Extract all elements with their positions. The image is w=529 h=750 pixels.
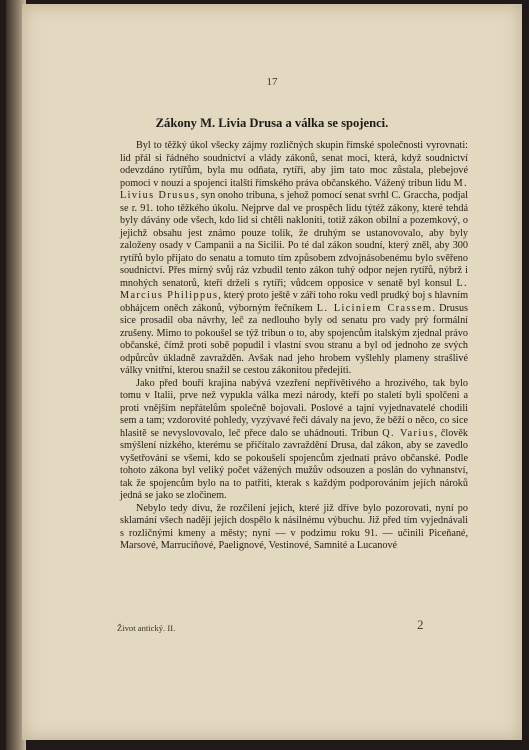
text-span: Nebylo tedy divu, že rozčilení jejich, které již dříve bylo pozorovati, nyní po sklamání všech nadějí jejich dospělo k násilnému výbuchu. Již před tím vyjednávali s rozličnými kmeny a městy; nyní — v podzimu roku 91. — učinili Piceňané, Marsové, Marruciňové, Paelignové, Vestinové, Samnité a Lucanové [120,502,468,551]
spaced-name: L. Liciniem Crassem [316,302,433,314]
paragraph-1 [120,140,468,378]
paragraph-2 [120,378,468,503]
signature-mark: 2 [417,617,424,632]
text-span: , syn onoho tribuna, s jehož pomocí senat svrhl C. Graccha, podjal se r. 91. toho těžkého úkolu. Nejprve dal ve prospěch lidu týtéž zákony, které tehdá byly dávány ode všech, kdo lid si chtěli nakloniti, totiž zákon obilní a pozemkový, o jejichž obsahu jest známo pouze tolik, že druhým se ustanovovalo, aby byly založeny osady v Campanii a na Sicilii. Po té dal zákon soudní, který zněl, aby 300 rytířů bylo přijato do senatu a tomuto tím způsobem zdvojnásobenému bylo svěřeno soudnictví. Přes mírný svůj ráz vzbudil tento zákon tuhý odpor nejen rytířů, nýbrž i mnohých senatorů, kteří drželi s rytíři; vůdcem opposice v senatě byl konsul [120,190,468,289]
paragraph-3 [120,503,468,553]
text-span: , člověk smýšlení nízkého, kterému se přičítalo zavraždění Drusa, dal zákon, aby se zavedlo vyšetřování se všemi, kdo se pokoušeli spojencům zjednati právo občanské. Podle tohoto zákona byl veliký počet vážených mužův odsouzen a poslán do vyhnanství, tak že spojencům bylo na to patřiti, kterak s každým podporováním jejích nároků jedná se jako se zločinem. [120,427,468,501]
page-number: 17 [266,76,278,88]
book-page [22,4,522,740]
page-body [120,140,468,553]
chapter-title: Zákony M. Livia Drusa a válka se spojenci. [155,116,389,130]
text-span: . Drusus sice prosadil oba návrhy, leč za nedlouho byly od senatu pro vady prý formální zrušeny. Mimo to pokoušel se týž tribun o to, aby spojencům italským zjednal právo občanské, čímž proti sobě popudil i vlastní svou stranu a byl od jednoho ze svých odpůrcův úkladně zavražděn. Avšak nad jeho hrobem vyšlehly plameny strašlivé války vnitřní, kterou snažil se cestou zákonitou předejíti. [120,302,468,376]
text-span: Jako před bouří krajina nabývá vzezření nepřívětivého a hrozivého, tak bylo tomu v Italii, prve než vypukla válka mezi národy, kteří po staletí byli spolčeni a proti vnějším nepřátelům společně bojovali. Poslové a tajní vyjednavatelé chodili sem a tam; vzdorovité pohledy, vyzývavé řeči dávaly na jevo, že běží o něco, co sice hlasitě se nevyslovovalo, leč přece dalo se uhádnouti. Tribun [120,377,468,439]
text-span: , který proto ještě v září toho roku vedl prudký boj s hlavním obhájcem oněch zákonů, výborným řečníkem [120,290,468,314]
spaced-name: L. Marcius Philippus [120,277,468,301]
text-span: Byl to těžký úkol všecky zájmy rozličných skupin římské společnosti vyrovnati: lid přál si řádného soudnictví a vlády zákonů, senat moci, která, když soudnictví odevzdáno rytířům, byla mu odňata, rytíři, aby jim tato moc zůstala, plebejové pomoci v nouzi a spojenci italští římského práva občanského. Vážený tribun lidu [120,140,468,189]
running-title: Život antický. II. [117,623,176,633]
spaced-name: Q. Varius [382,427,435,439]
spaced-name: M. Livius Drusus [120,177,468,201]
page-footer [117,617,475,633]
